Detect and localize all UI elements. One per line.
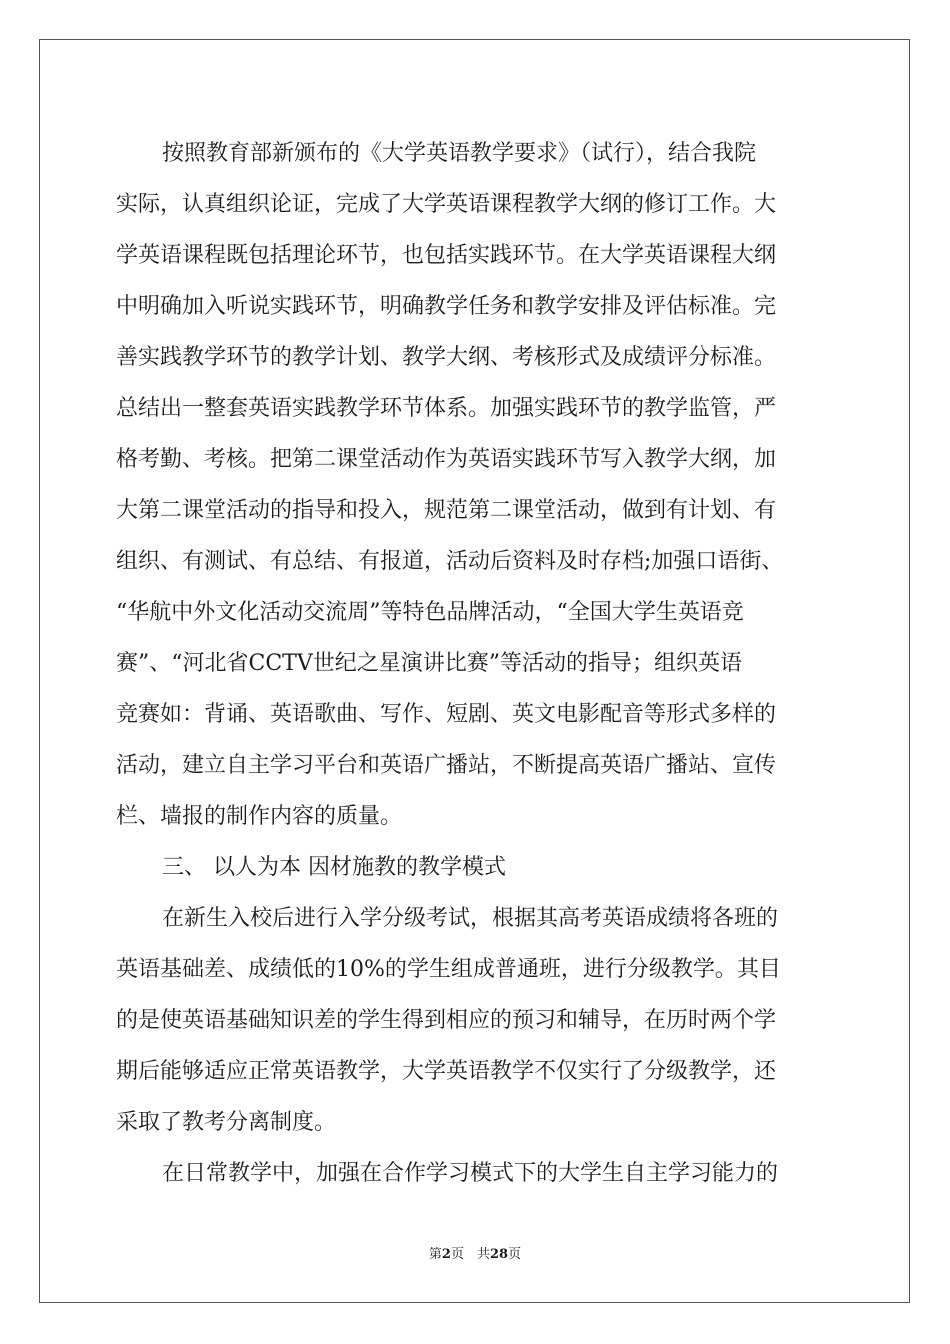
total-page-count: 28 — [489, 1247, 509, 1262]
paragraph-line: 期后能够适应正常英语教学，大学英语教学不仅实行了分级教学，还 — [116, 1059, 777, 1084]
paragraph-line: 英语基础差、成绩低的10%的学生组成普通班，进行分级教学。其目 — [116, 957, 781, 982]
footer-suffix: 页 — [508, 1247, 522, 1262]
paragraph-line: 栏、墙报的制作内容的质量。 — [116, 804, 403, 829]
current-page-number: 2 — [441, 1247, 451, 1262]
paragraph-line: 大第二课堂活动的指导和投入，规范第二课堂活动，做到有计划、有 — [116, 498, 777, 523]
paragraph-line: 在日常教学中，加强在合作学习模式下的大学生自主学习能力的 — [162, 1161, 779, 1186]
paragraph-line: 善实践教学环节的教学计划、教学大纲、考核形式及成绩评分标准。 — [116, 345, 777, 370]
paragraph-line: 学英语课程既包括理论环节，也包括实践环节。在大学英语课程大纲 — [116, 243, 777, 268]
page-footer — [0, 1246, 950, 1264]
paragraph-line: 赛”、“河北省CCTV世纪之星演讲比赛”等活动的指导；组织英语 — [116, 651, 742, 676]
paragraph-line: 实际，认真组织论证，完成了大学英语课程教学大纲的修订工作。大 — [116, 192, 777, 217]
paragraph-line: 竞赛如：背诵、英语歌曲、写作、短剧、英文电影配音等形式多样的 — [116, 702, 777, 727]
paragraph-line: 活动，建立自主学习平台和英语广播站，不断提高英语广播站、宣传 — [116, 753, 777, 778]
paragraph-line: 按照教育部新颁布的《大学英语教学要求》（试行），结合我院 — [162, 141, 757, 166]
footer-middle: 页 共 — [450, 1247, 490, 1262]
paragraph-line: 组织、有测试、有总结、有报道，活动后资料及时存档;加强口语街、 — [116, 549, 784, 574]
document-body — [116, 128, 836, 1199]
paragraph-line: 在新生入校后进行入学分级考试，根据其高考英语成绩将各班的 — [162, 906, 779, 931]
paragraph-line: “华航中外文化活动交流周”等特色品牌活动，“全国大学生英语竞 — [116, 600, 744, 625]
paragraph-line: 总结出一整套英语实践教学环节体系。加强实践环节的教学监管，严 — [116, 396, 777, 421]
paragraph-line: 中明确加入听说实践环节，明确教学任务和教学安排及评估标准。完 — [116, 294, 777, 319]
paragraph-line: 采取了教考分离制度。 — [116, 1110, 337, 1135]
paragraph-line: 格考勤、考核。把第二课堂活动作为英语实践环节写入教学大纲，加 — [116, 447, 777, 472]
footer-prefix: 第 — [428, 1247, 442, 1262]
paragraph-line: 的是使英语基础知识差的学生得到相应的预习和辅导，在历时两个学 — [116, 1008, 777, 1033]
section-heading: 三、 以人为本 因材施教的教学模式 — [162, 855, 506, 880]
